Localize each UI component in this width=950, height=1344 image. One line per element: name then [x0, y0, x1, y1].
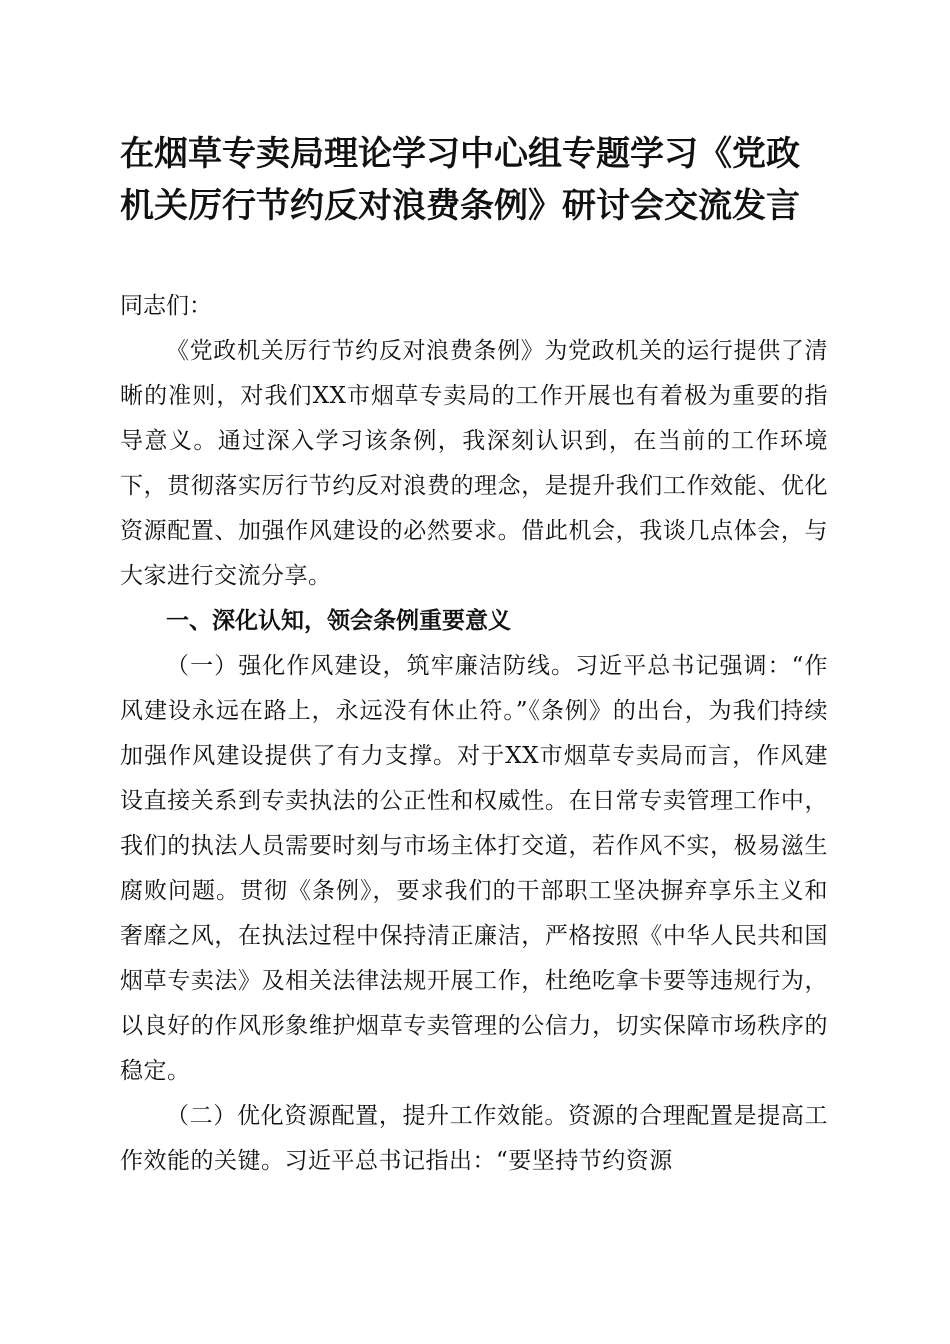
point-2-paragraph — [120, 1094, 828, 1184]
point-1-body: 习近平总书记强调：“作风建设永远在路上，永远没有休止符。”《条例》的出台，为我们持续加强作风建设提供了有力支撑。对于XX市烟草专卖局而言，作风建设直接关系到专卖执法的公正性和权威性。在日常专卖管理工作中，我们的执法人员需要时刻与市场主体打交道，若作风不实，极易滋生腐败问题。贯彻《条例》，要求我们的干部职工坚决摒弃享乐主义和奢靡之风，在执法过程中保持清正廉洁，严格按照《中华人民共和国烟草专卖法》及相关法律法规开展工作，杜绝吃拿卡要等违规行为，以良好的作风形象维护烟草专卖管理的公信力，切实保障市场秩序的稳定。 — [120, 653, 828, 1084]
point-1-lead: （一）强化作风建设，筑牢廉洁防线。 — [166, 653, 576, 679]
intro-paragraph: 《党政机关厉行节约反对浪费条例》为党政机关的运行提供了清晰的准则，对我们XX市烟草专卖局的工作开展也有着极为重要的指导意义。通过深入学习该条例，我深刻认识到，在当前的工作环境下，贯彻落实厉行节约反对浪费的理念，是提升我们工作效能、优化资源配置、加强作风建设的必然要求。借此机会，我谈几点体会，与大家进行交流分享。 — [120, 338, 828, 589]
document-title-line-2: 机关厉行节约反对浪费条例》研讨会交流发言 — [120, 186, 800, 226]
greeting: 同志们： — [120, 293, 212, 319]
point-1-paragraph — [120, 644, 828, 1094]
point-2-lead: （二）优化资源配置，提升工作效能。 — [166, 1103, 569, 1129]
section-heading-1: 一、深化认知，领会条例重要意义 — [166, 608, 511, 634]
document-title — [120, 128, 828, 232]
document-title-line-1: 在烟草专卖局理论学习中心组专题学习《党政 — [120, 134, 800, 174]
point-2-body: 资源的合理配置是提高工作效能的关键。习近平总书记指出：“要坚持节约资源 — [120, 1103, 829, 1174]
document-page — [120, 128, 828, 1184]
